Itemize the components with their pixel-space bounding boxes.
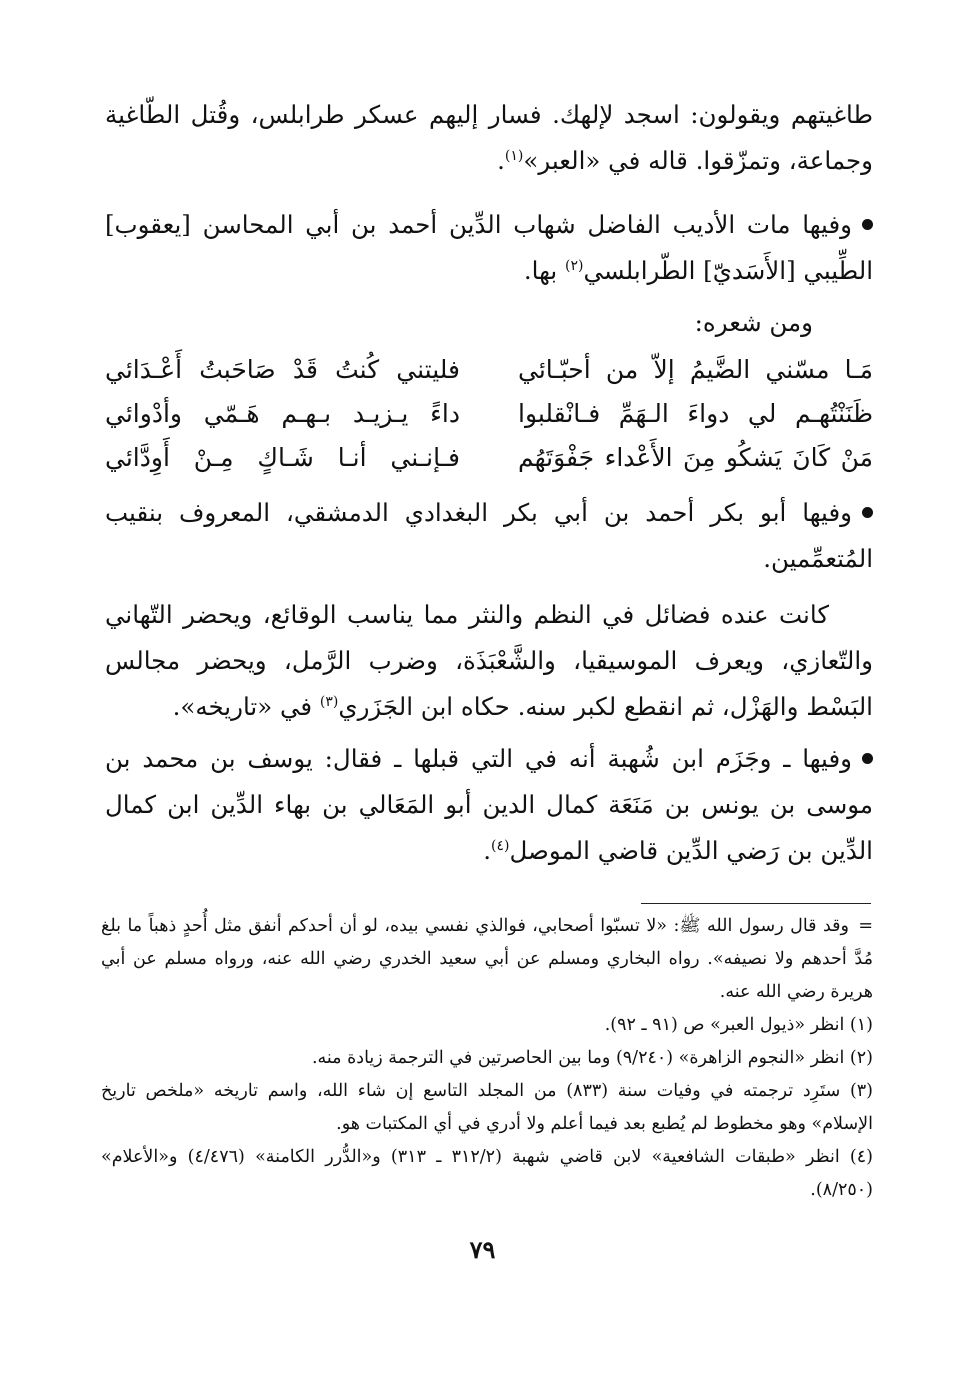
paragraph-text: وفيها مات الأديب الفاضل شهاب الدِّين أحمد بن أبي المحاسن [يعقوب] الطِّيبي [الأَسَديّ] الطّرابلسي <box>105 210 873 285</box>
footnote-ref-1[interactable]: (١) <box>504 147 524 164</box>
footnote-3: (٣) ستَرِد ترجمته في وفيات سنة (٨٣٣) من المجلد التاسع إن شاء الله، واسم تاريخه «ملخص تاريخ الإسلام» وهو مخطوط لم يُطبع بعد فيما أعلم ولا أدري في أي المكتبات هو. <box>101 1081 873 1134</box>
paragraph-virtues <box>105 592 873 730</box>
footnote-ref-2[interactable]: (٢) <box>565 257 584 274</box>
footnote-ref-3[interactable]: (٣) <box>319 693 339 710</box>
poem <box>105 348 873 480</box>
verse-second-hemistich: فـإنـني أنـا شَـاكٍ مِـنْ أَوِدَّائي <box>105 443 460 472</box>
paragraph-text: وفيها ـ وجَزَم ابن شُهبة أنه في التي قبلها ـ فقال: يوسف بن محمد بن موسى بن يونس بن مَنَعَة كمال الدين أبو المَعَالي بن بهاء الدِّين ابن كمال الدِّين بن رَضي الدِّين قاضي الموصل <box>105 744 873 865</box>
footnote-1: (١) انظر «ذيول العبر» ص (٩١ ـ ٩٢). <box>604 1015 873 1035</box>
bullet-icon <box>862 507 873 518</box>
footnotes <box>101 910 873 1207</box>
continuation-mark: = <box>858 916 873 936</box>
footnote-divider <box>641 903 871 904</box>
footnote-2: (٢) انظر «النجوم الزاهرة» (٩/٢٤٠) وما بين الحاصرتين في الترجمة زيادة منه. <box>311 1048 873 1068</box>
paragraph-abu-bakr <box>105 490 873 582</box>
paragraph-yusuf <box>105 736 873 874</box>
footnote-4: (٤) انظر «طبقات الشافعية» لابن قاضي شهبة (٣١٢/٢ ـ ٣١٣) و«الدُّرر الكامنة» (٤/٤٧٦) و«الأعلام» (٨/٢٥٠). <box>101 1147 873 1200</box>
page-number: ٧٩ <box>469 1235 496 1264</box>
verse-first-hemistich: ظَنَنْتُهـم لي دواءَ الـهَمِّ فـانْقلبوا <box>518 399 873 428</box>
poem-verse <box>105 436 873 480</box>
verse-first-hemistich: مَنْ كَانَ يَشكُو مِنَ الأَعْداء جَفْوَتَهُم <box>518 443 873 472</box>
verse-second-hemistich: فليتني كُنتُ قَدْ صَاحَبتُ أَعْـدَائي <box>105 355 460 384</box>
main-text <box>105 92 873 874</box>
footnote-continuation <box>101 910 873 1009</box>
paragraph-text: طاغيتهم ويقولون: اسجد لإلهك. فسار إليهم عسكر طرابلس، وقُتل الطّاغية وجماعة، وتمزّقوا. قاله في «العبر» <box>105 100 873 175</box>
period: . <box>497 146 505 175</box>
paragraph-end: في «تاريخه». <box>172 692 320 721</box>
paragraph-text: كانت عنده فضائل في النظم والنثر مما يناسب الوقائع، ويحضر التّهاني والتّعازي، ويعرف الموسيقيا، والشَّعْبَذَة، وضرب الرَّمل، ويحضر مجالس البَسْط والهَزْل، ثم انقطع لكبر سنه. حكاه ابن الجَزَري <box>105 600 873 721</box>
bullet-icon <box>862 219 873 230</box>
poem-verse <box>105 392 873 436</box>
footnote-text: وقد قال رسول الله ﷺ: «لا تسبّوا أصحابي، فوالذي نفسي بيده، لو أن أحدكم أنفق مثل أُحدٍ ذهباً ما بلغ مُدَّ أحدهم ولا نصيفه». رواه البخاري ومسلم عن أبي سعيد الخدري رضي الله عنه، ورواه مسلم عن أبي هريرة رضي الله عنه. <box>101 916 873 1002</box>
paragraph-text: وفيها أبو بكر أحمد بن أبي بكر البغدادي الدمشقي، المعروف بنقيب المُتعمِّمين. <box>105 498 873 573</box>
poem-intro: ومن شعره: <box>694 308 813 337</box>
poem-verse <box>105 348 873 392</box>
paragraph-end: بها. <box>523 256 566 285</box>
paragraph-death-shihab <box>105 202 873 294</box>
footnote-ref-4[interactable]: (٤) <box>491 837 510 854</box>
paragraph-end: . <box>483 836 491 865</box>
verse-first-hemistich: مَـا مسّني الضَّيمُ إلاّ من أحبّـائي <box>518 355 873 384</box>
verse-second-hemistich: داءً يـزيـد بـهـم هَـمّي وأدْوائي <box>105 399 460 428</box>
paragraph-tyrant <box>105 92 873 184</box>
bullet-icon <box>862 753 873 764</box>
